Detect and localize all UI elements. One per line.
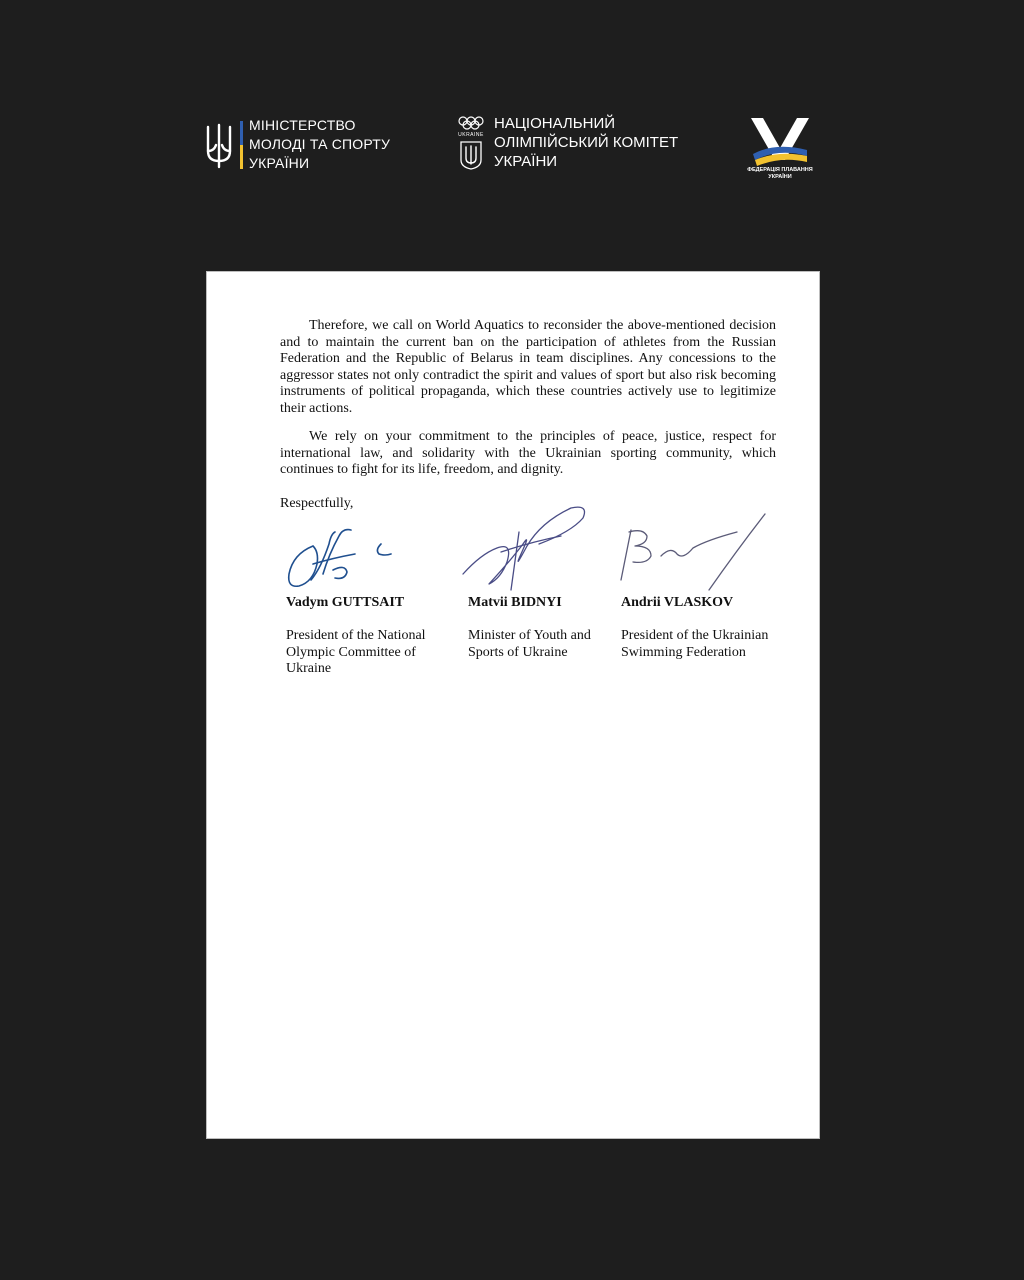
federation-logo-text: ФЕДЕРАЦІЯ ПЛАВАННЯ УКРАЇНИ [747,167,813,180]
closing-salutation: Respectfully, [280,496,354,511]
swimming-federation-v-icon [745,114,815,166]
signer-title-vlaskov: President of the Ukrainian Swimming Federation [621,628,769,660]
signer-name-bidnyi: Matvii BIDNYI [468,595,562,610]
signer-title-bidnyi: Minister of Youth and Sports of Ukraine [468,628,591,660]
signature-guttsait [283,524,398,590]
flag-bar [240,121,243,169]
olympic-rings-icon [458,116,484,130]
federation-logo [738,114,822,181]
letter-page [206,271,820,1139]
paragraph-1: Therefore, we call on World Aquatics to reconsider the above-mentioned decision and to maintain the current ban on the participation of athletes from the Russian Federation and the Republic of Belarus in team disciplines. Any concessions to the aggressor states not only contradict the spirit and values of sport but also risk becoming instruments of political propaganda, which these countries actively use to legitimize their actions. [280,318,776,416]
letter-body [280,318,776,491]
noc-logo [458,114,678,171]
signature-bidnyi [461,502,591,592]
paragraph-2: We rely on your commitment to the principles of peace, justice, respect for international law, and solidarity with the Ukrainian sporting community, which continues to fight for its life, freedom, and dignity. [280,429,776,477]
ministry-logo [204,116,390,173]
signer-name-vlaskov: Andrii VLASKOV [621,595,734,610]
header-logos [0,110,1024,190]
noc-emblem [458,116,484,170]
signature-vlaskov [617,510,772,592]
ministry-logo-text: МІНІСТЕРСТВО МОЛОДІ ТА СПОРТУ УКРАЇНИ [249,117,391,171]
trident-icon [204,121,234,169]
noc-logo-text: НАЦІОНАЛЬНИЙ ОЛІМПІЙСЬКИЙ КОМІТЕТ УКРАЇНИ [494,115,679,170]
signer-name-guttsait: Vadym GUTTSAIT [286,595,405,610]
trident-shield-icon [459,140,483,170]
noc-logo-small-text: UKRAINE [458,131,484,138]
signer-title-guttsait: President of the National Olympic Committee of Ukraine [286,628,426,676]
